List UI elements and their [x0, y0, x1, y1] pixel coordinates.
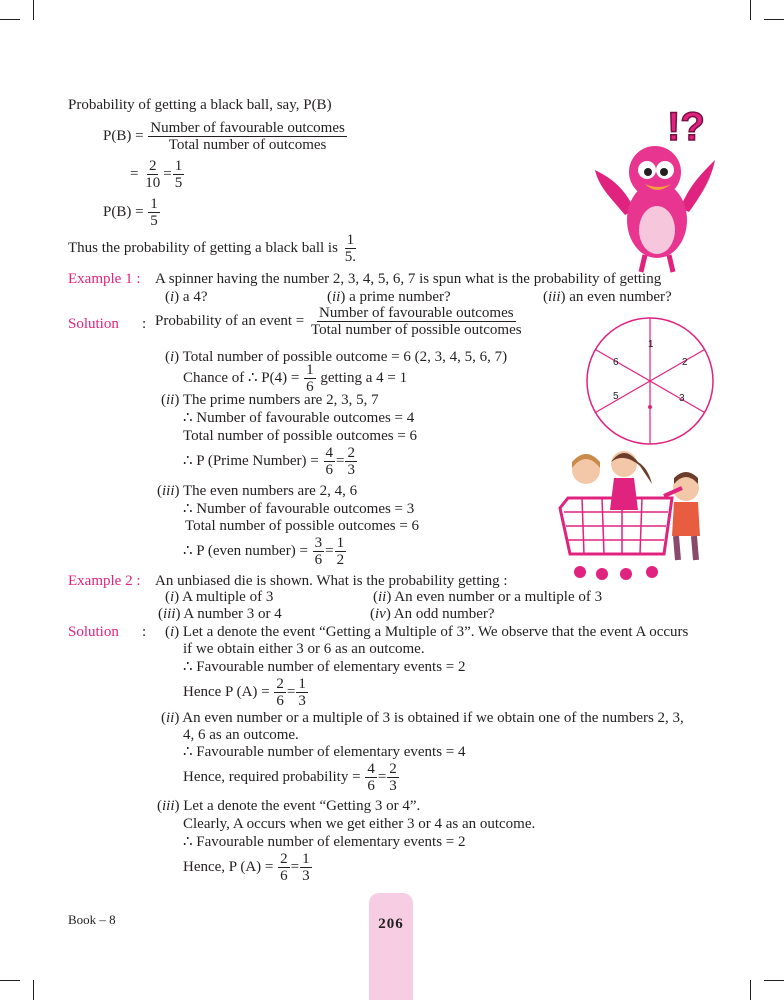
thus-text: Thus the probability of getting a black ball is: [68, 239, 338, 256]
result-label: ∴ P (Prime Number) =: [183, 452, 319, 469]
solution1-part-ii-result: ∴ P (Prime Number) = $\frac{4}{6}$ = $\frac{2}{3}$: [183, 445, 355, 478]
solution1-part-iii: (iii) The even numbers are 2, 4, 6: [157, 483, 358, 499]
solution2-part-iii-line3: ∴ Favourable number of elementary events = 2: [183, 834, 466, 850]
numerator: 1: [346, 232, 355, 248]
denominator: 5.: [344, 249, 356, 265]
denominator: 3: [389, 778, 397, 794]
example1-option-i: (i) a 4?: [165, 289, 208, 305]
solution2-part-iii-line2: Clearly, A occurs when we get either 3 or 4 as an outcome.: [183, 816, 536, 832]
solution2-part-ii-result: Hence, required probability = $\frac{4}{6}$ = $\frac{2}{3}$: [183, 761, 397, 794]
numerator: 1: [150, 196, 158, 212]
crop-mark: [750, 0, 751, 20]
denominator: 5: [150, 213, 158, 229]
numerator: 2: [148, 158, 157, 174]
crop-mark: [764, 980, 784, 981]
example1-question: A spinner having the number 2, 3, 4, 5, 6, 7 is spun what is the probability of getting: [155, 271, 662, 287]
denominator: 2: [336, 552, 345, 568]
option-text: ) An odd number?: [385, 606, 495, 622]
option-text: ) a 4?: [174, 289, 208, 305]
fraction: [296, 676, 308, 709]
pb-denominator: Total number of outcomes: [168, 137, 327, 153]
solution2-part-ii: (ii) An even number or a multiple of 3 is obtained if we obtain one of the numbers 2, 3,: [161, 710, 684, 726]
example2-label: Example 2 :: [68, 573, 141, 589]
fraction: [300, 851, 312, 884]
solution2-part-i: (i) Let a denote the event “Getting a Multiple of 3”. We observe that the event A occurs: [165, 624, 689, 640]
fraction: [143, 158, 162, 191]
example2-option-i: (i) A multiple of 3: [165, 589, 274, 605]
numerator: 1: [174, 158, 183, 174]
denominator: 3: [302, 868, 310, 884]
spinner-label: 1: [648, 339, 654, 350]
chance-text-end: getting a 4 = 1: [320, 369, 408, 386]
fraction: [365, 761, 377, 794]
formula-prefix: Probability of an event =: [155, 312, 305, 329]
part-text: ) An even number or a multiple of 3 is obtained if we obtain one of the numbers 2, 3,: [174, 710, 684, 726]
solution2-label: Solution: [68, 624, 119, 640]
part-text: ) Let a denote the event “Getting a Multiple of 3”. We observe that the event A occurs: [174, 624, 689, 640]
spinner-label: 6: [613, 357, 619, 368]
crop-mark: [33, 0, 34, 20]
crop-mark: [0, 980, 20, 981]
equals-sign: =: [163, 165, 172, 182]
option-text: ) A number 3 or 4: [175, 606, 282, 622]
spinner-pin: [648, 405, 652, 409]
fraction: [343, 232, 358, 265]
crop-mark: [750, 980, 751, 1000]
numerator: 1: [336, 535, 345, 551]
roman-numeral: ii: [332, 289, 341, 305]
spinner-label: 5: [613, 391, 619, 402]
numerator: 4: [325, 445, 334, 461]
roman-numeral: ii: [166, 710, 175, 726]
roman-numeral: ii: [166, 392, 175, 408]
numerator: 2: [389, 761, 397, 777]
roman-numeral: iii: [548, 289, 561, 305]
kids-shopping-cart-illustration: [556, 448, 716, 584]
bird-illustration: [585, 100, 725, 280]
numerator: 2: [276, 676, 284, 692]
roman-numeral: i: [170, 289, 175, 305]
fraction: [309, 305, 524, 338]
example2-question: An unbiased die is shown. What is the probability getting :: [155, 573, 508, 589]
pb-label: P(B) =: [103, 127, 144, 144]
denominator: 3: [298, 693, 306, 709]
crop-mark: [0, 19, 20, 20]
denominator: 5: [174, 175, 183, 191]
pb-label: P(B) =: [103, 203, 144, 220]
solution1-colon: :: [142, 316, 147, 332]
spinner-label: 3: [679, 393, 685, 404]
pb-simplified: [130, 158, 185, 191]
roman-numeral: iii: [162, 798, 175, 814]
solution1-label: Solution: [68, 316, 119, 332]
denominator: Total number of possible outcomes: [311, 322, 522, 338]
equals-sign: =: [130, 165, 139, 182]
solution2-part-i-line3: ∴ Favourable number of elementary events = 2: [183, 659, 466, 675]
numerator: 4: [367, 761, 375, 777]
solution1-formula: [155, 305, 525, 338]
numerator: 1: [306, 362, 314, 378]
part-text: ) Let a denote the event “Getting 3 or 4”.: [174, 798, 421, 814]
solution2-part-ii-line2: 4, 6 as an outcome.: [183, 727, 299, 743]
example2-option-iv: (iv) An odd number?: [370, 606, 495, 622]
roman-numeral: i: [170, 349, 175, 365]
chance-text: Chance of ∴ P(4) =: [183, 369, 300, 386]
result-label: Hence, required probability =: [183, 768, 361, 785]
fraction: [313, 535, 325, 568]
roman-numeral: iii: [162, 483, 175, 499]
denominator: 10: [145, 175, 161, 191]
roman-numeral: ii: [378, 589, 387, 605]
fraction: [173, 158, 185, 191]
solution1-part-iii-line2: ∴ Number of favourable outcomes = 3: [183, 501, 415, 517]
roman-numeral: i: [170, 589, 175, 605]
solution2-part-i-line2: if we obtain either 3 or 6 as an outcome.: [183, 641, 425, 657]
solution2-colon: :: [142, 624, 147, 640]
solution2-part-ii-line3: ∴ Favourable number of elementary events = 4: [183, 744, 466, 760]
spinner-label: 2: [682, 357, 688, 368]
example1-option-ii: (ii) a prime number?: [327, 289, 451, 305]
pb-result: [103, 196, 161, 229]
fraction: [148, 196, 160, 229]
result-label: Hence P (A) =: [183, 683, 270, 700]
fraction: [278, 851, 290, 884]
numerator: 2: [347, 445, 355, 461]
page-number-tab: [369, 893, 413, 1000]
exclaim-question-badge: !?: [667, 105, 705, 149]
pb-numerator: Number of favourable outcomes: [150, 120, 345, 136]
crop-mark: [764, 19, 784, 20]
intro-line: Probability of getting a black ball, say, P(B): [68, 97, 332, 113]
denominator: 6: [367, 778, 375, 794]
denominator: 6: [276, 693, 284, 709]
option-text: ) An even number or a multiple of 3: [386, 589, 603, 605]
option-text: ) an even number?: [560, 289, 672, 305]
denominator: 6: [280, 868, 288, 884]
solution1-part-i: (i) Total number of possible outcome = 6 (2, 3, 4, 5, 6, 7): [165, 349, 508, 365]
solution1-part-ii-line2: ∴ Number of favourable outcomes = 4: [183, 410, 415, 426]
part-text: ) Total number of possible outcome = 6 (2, 3, 4, 5, 6, 7): [174, 349, 508, 365]
fraction: [335, 535, 347, 568]
example1-label: Example 1 :: [68, 271, 141, 287]
solution1-part-iii-line3: Total number of possible outcomes = 6: [185, 518, 420, 534]
example2-option-ii: (ii) An even number or a multiple of 3: [373, 589, 603, 605]
denominator: 3: [347, 462, 355, 478]
numerator: 3: [314, 535, 323, 551]
roman-numeral: i: [170, 624, 175, 640]
example1-option-iii: (iii) an even number?: [543, 289, 672, 305]
fraction: [345, 445, 357, 478]
part-text: ) The prime numbers are 2, 3, 5, 7: [174, 392, 379, 408]
solution2-part-iii: (iii) Let a denote the event “Getting 3 or 4”.: [157, 798, 421, 814]
book-label: Book – 8: [68, 912, 116, 927]
solution2-part-i-result: Hence P (A) = $\frac{2}{6}$ = $\frac{1}{3}$: [183, 676, 306, 709]
denominator: 6: [314, 552, 323, 568]
example2-option-iii: (iii) A number 3 or 4: [158, 606, 282, 622]
solution1-part-ii: (ii) The prime numbers are 2, 3, 5, 7: [161, 392, 379, 408]
fraction: [324, 445, 336, 478]
roman-numeral: iv: [375, 606, 386, 622]
part-text: ) The even numbers are 2, 4, 6: [174, 483, 358, 499]
result-label: ∴ P (even number) =: [183, 542, 308, 559]
fraction: [387, 761, 399, 794]
fraction: [274, 676, 286, 709]
numerator: 1: [302, 851, 310, 867]
spinner-diagram: [586, 317, 716, 447]
pb-fraction: [148, 120, 347, 153]
solution1-part-ii-line3: Total number of possible outcomes = 6: [183, 428, 418, 444]
roman-numeral: iii: [163, 606, 176, 622]
numerator: 1: [298, 676, 306, 692]
denominator: 6: [306, 379, 314, 395]
numerator: 2: [280, 851, 288, 867]
option-text: ) a prime number?: [340, 289, 451, 305]
denominator: 6: [325, 462, 334, 478]
solution2-part-iii-result: Hence, P (A) = $\frac{2}{6}$ = $\frac{1}{3}$: [183, 851, 310, 884]
page-number: 206: [378, 916, 404, 932]
solution1-part-iii-result: ∴ P (even number) = $\frac{3}{6}$ = $\frac{1}{2}$: [183, 535, 345, 568]
option-text: ) A multiple of 3: [174, 589, 274, 605]
numerator: Number of favourable outcomes: [319, 305, 514, 321]
crop-mark: [33, 980, 34, 1000]
pb-formula: [103, 120, 348, 153]
result-label: Hence, P (A) =: [183, 858, 274, 875]
thus-line: [68, 232, 359, 265]
